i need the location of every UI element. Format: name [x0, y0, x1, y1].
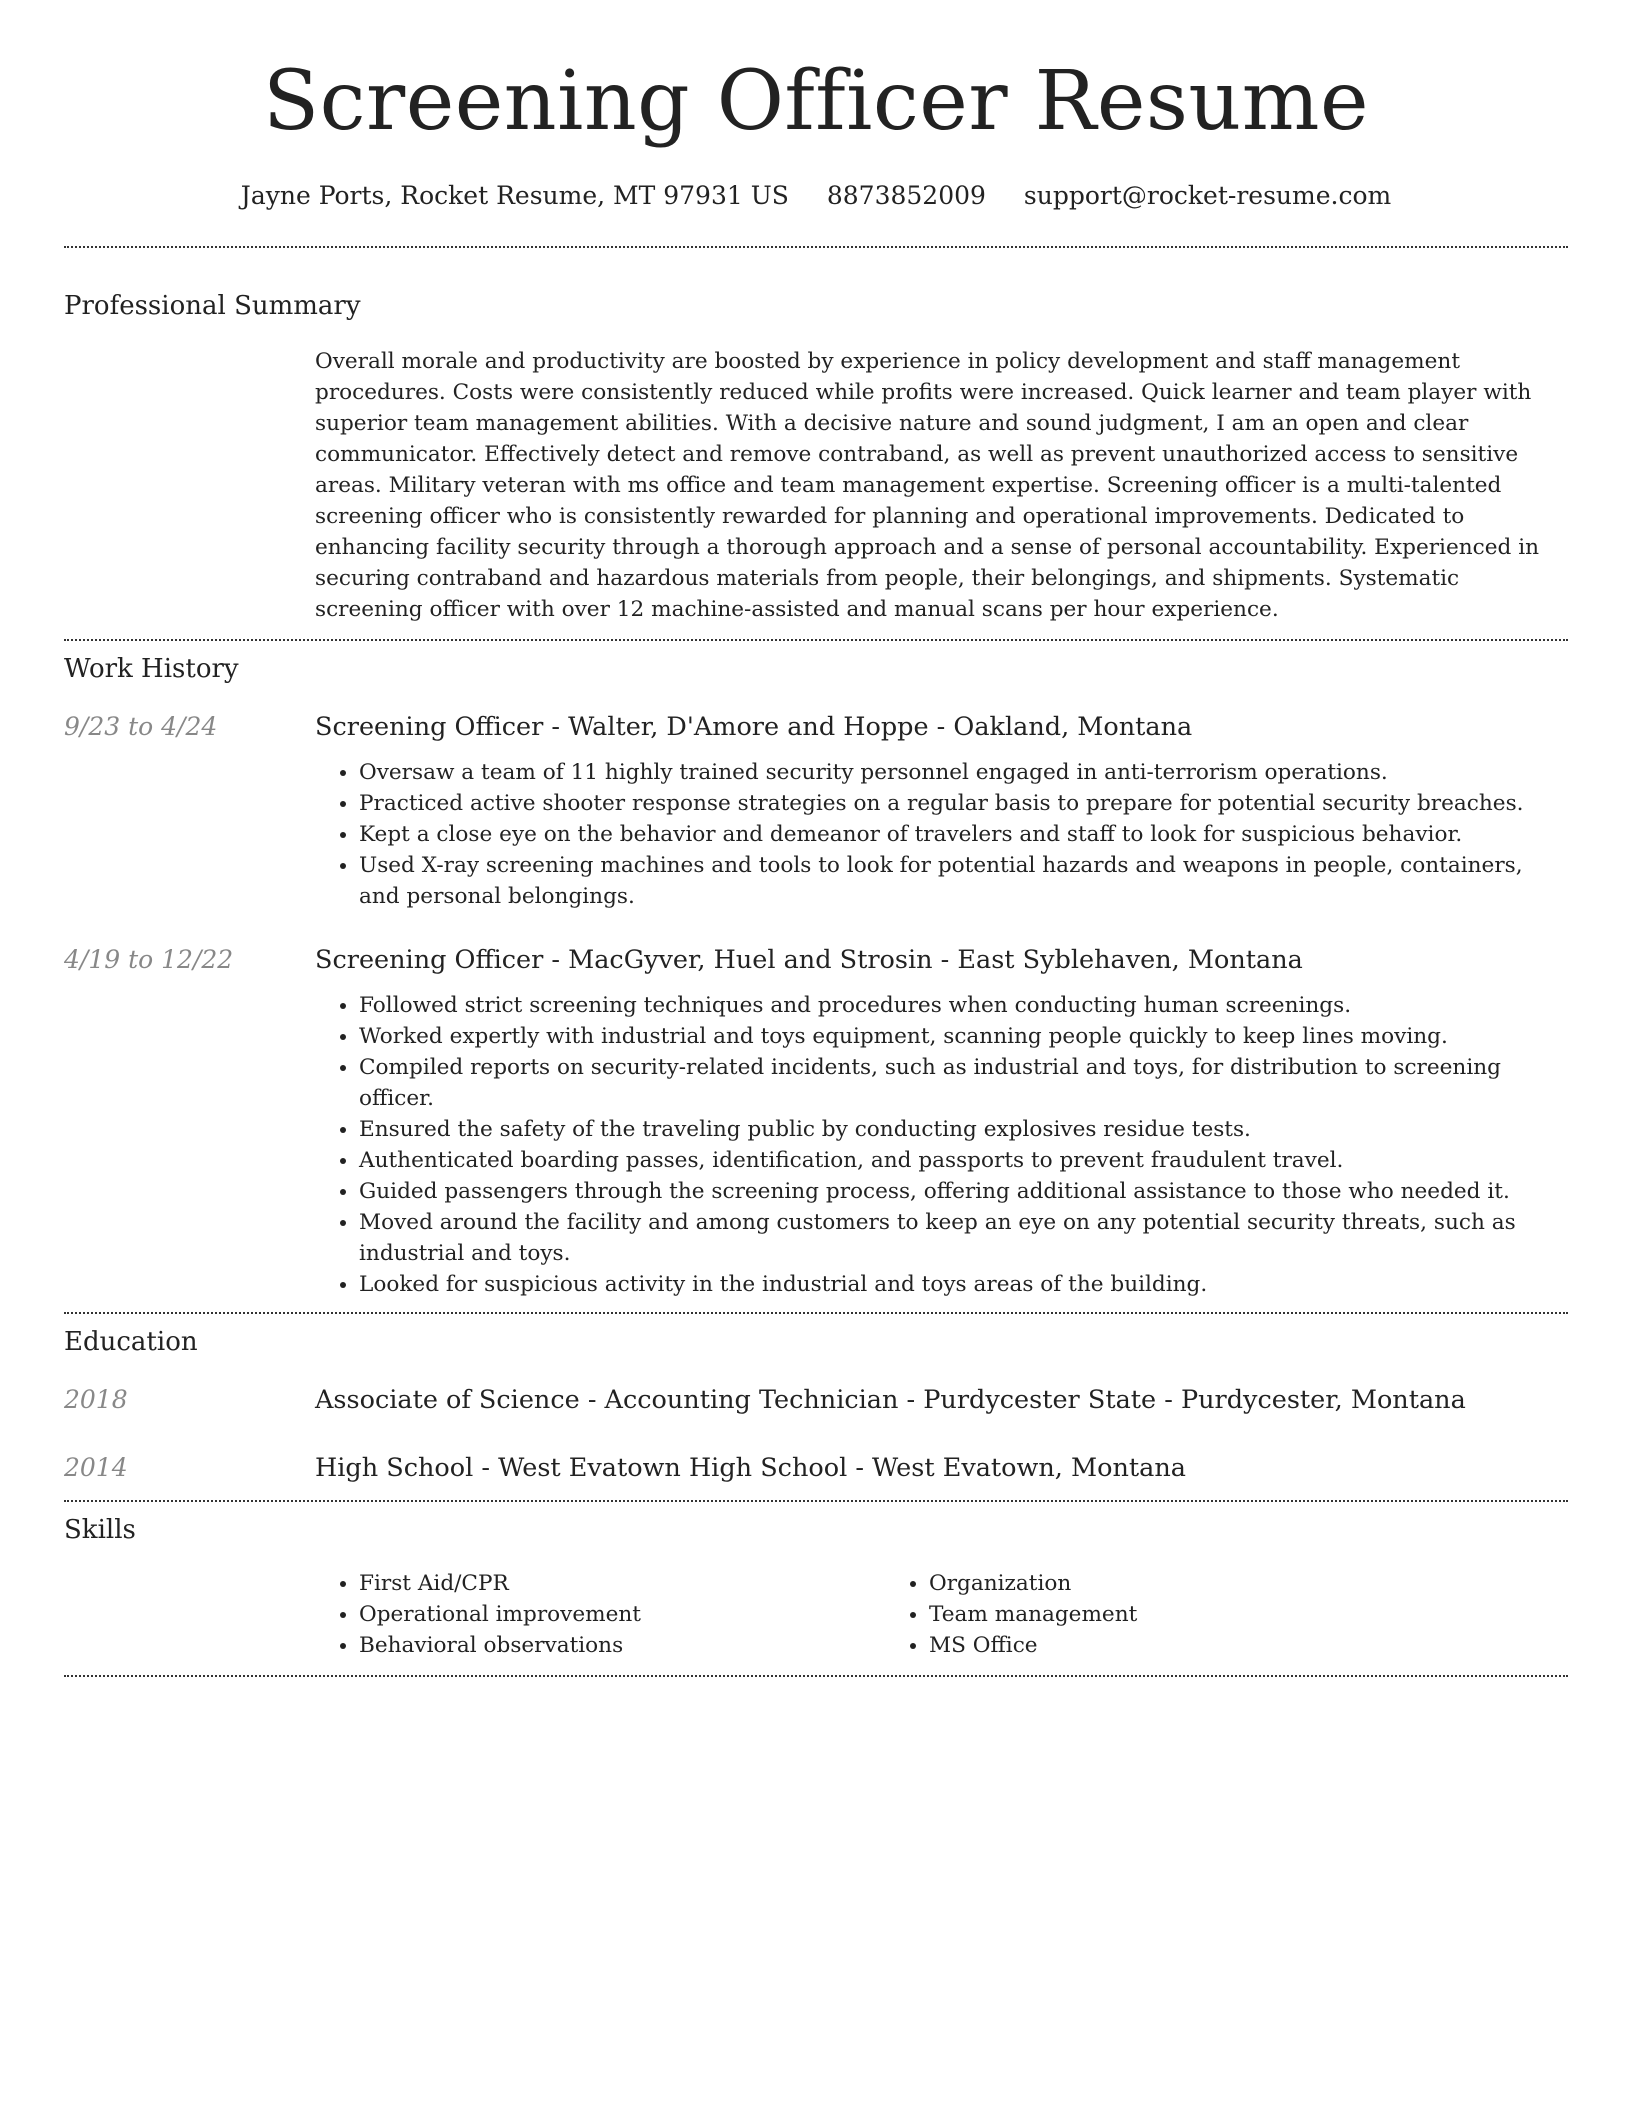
education-entry	[64, 1384, 1568, 1416]
divider	[64, 246, 1568, 248]
contact-phone: 8873852009	[826, 181, 986, 210]
skills-list-left	[315, 1568, 885, 1661]
section-title-work: Work History	[64, 654, 239, 684]
contact-address: Jayne Ports, Rocket Resume, MT 97931 US	[240, 181, 789, 210]
education-heading: Associate of Science - Accounting Technician - Purdycester State - Purdycester, Montana	[315, 1385, 1466, 1415]
job-bullet: • Looked for suspicious activity in the industrial and toys areas of the building.	[359, 1269, 1568, 1300]
job-dates: 9/23 to 4/24	[64, 712, 218, 741]
contact-line	[64, 180, 1568, 212]
summary-section	[64, 290, 1568, 625]
divider	[64, 1500, 1568, 1502]
education-heading: High School - West Evatown High School - West Evatown, Montana	[315, 1453, 1186, 1483]
job-bullet: • Followed strict screening techniques and procedures when conducting human screenings.	[359, 990, 1568, 1021]
job-bullet: • Practiced active shooter response strategies on a regular basis to prepare for potential security breaches.	[359, 788, 1568, 819]
job-bullets	[315, 757, 1568, 912]
section-title-summary: Professional Summary	[64, 291, 361, 321]
skills-section	[64, 1514, 1568, 1661]
skill-item: • Operational improvement	[359, 1599, 885, 1630]
education-section	[64, 1326, 1568, 1500]
education-year: 2014	[64, 1453, 128, 1482]
skill-item: • First Aid/CPR	[359, 1568, 885, 1599]
skills-list-right	[885, 1568, 1568, 1661]
work-history-section	[64, 653, 1568, 1312]
job-bullet: • Ensured the safety of the traveling public by conducting explosives residue tests.	[359, 1114, 1568, 1145]
skills-grid	[315, 1568, 1568, 1661]
job-bullet: • Authenticated boarding passes, identification, and passports to prevent fraudulent travel.	[359, 1145, 1568, 1176]
divider	[64, 639, 1568, 641]
section-title-skills: Skills	[64, 1515, 136, 1545]
job-bullet: • Kept a close eye on the behavior and demeanor of travelers and staff to look for suspicious behavior.	[359, 819, 1568, 850]
job-entry	[64, 944, 1568, 1312]
job-bullet: • Moved around the facility and among customers to keep an eye on any potential security threats, such as industrial and toys.	[359, 1207, 1568, 1269]
education-entry	[64, 1452, 1568, 1484]
job-heading: Screening Officer - MacGyver, Huel and Strosin - East Syblehaven, Montana	[315, 945, 1303, 975]
divider	[64, 1312, 1568, 1314]
job-bullet: • Compiled reports on security-related incidents, such as industrial and toys, for distribution to screening officer.	[359, 1052, 1568, 1114]
section-title-education: Education	[64, 1327, 198, 1357]
job-bullet: • Used X-ray screening machines and tools to look for potential hazards and weapons in people, containers, and personal belongings.	[359, 850, 1568, 912]
job-body	[315, 944, 1568, 1312]
job-bullets	[315, 990, 1568, 1300]
contact-email: support@rocket-resume.com	[1023, 181, 1392, 210]
job-bullet: • Guided passengers through the screening process, offering additional assistance to those who needed it.	[359, 1176, 1568, 1207]
job-body	[315, 711, 1568, 912]
divider	[64, 1675, 1568, 1677]
skill-item: • Team management	[929, 1599, 1568, 1630]
skill-item: • MS Office	[929, 1630, 1568, 1661]
skill-item: • Behavioral observations	[359, 1630, 885, 1661]
job-entry	[64, 711, 1568, 912]
resume-title: Screening Officer Resume	[262, 54, 1370, 149]
spacer	[64, 1484, 1568, 1500]
job-bullet: • Worked expertly with industrial and toys equipment, scanning people quickly to keep lines moving.	[359, 1021, 1568, 1052]
job-bullet: • Oversaw a team of 11 highly trained security personnel engaged in anti-terrorism operations.	[359, 757, 1568, 788]
education-year: 2018	[64, 1385, 128, 1414]
job-heading: Screening Officer - Walter, D'Amore and Hoppe - Oakland, Montana	[315, 712, 1193, 742]
summary-text: Overall morale and productivity are boosted by experience in policy development and staff management procedures. Costs were consistently reduced while profits were increased. Quick learner and team player with superior team management abilities. With a decisive nature and sound judgment, I am an open and clear communicator. Effectively detect and remove contraband, as well as prevent unauthorized access to sensitive areas. Military veteran with ms office and team management expertise. Screening officer is a multi-talented screening officer who is consistently rewarded for planning and operational improvements. Dedicated to enhancing facility security through a thorough approach and a sense of personal accountability. Experienced in securing contraband and hazardous materials from people, their belongings, and shipments. Systematic screening officer with over 12 machine-assisted and manual scans per hour experience.	[315, 349, 1540, 622]
job-dates: 4/19 to 12/22	[64, 945, 234, 974]
skill-item: • Organization	[929, 1568, 1568, 1599]
